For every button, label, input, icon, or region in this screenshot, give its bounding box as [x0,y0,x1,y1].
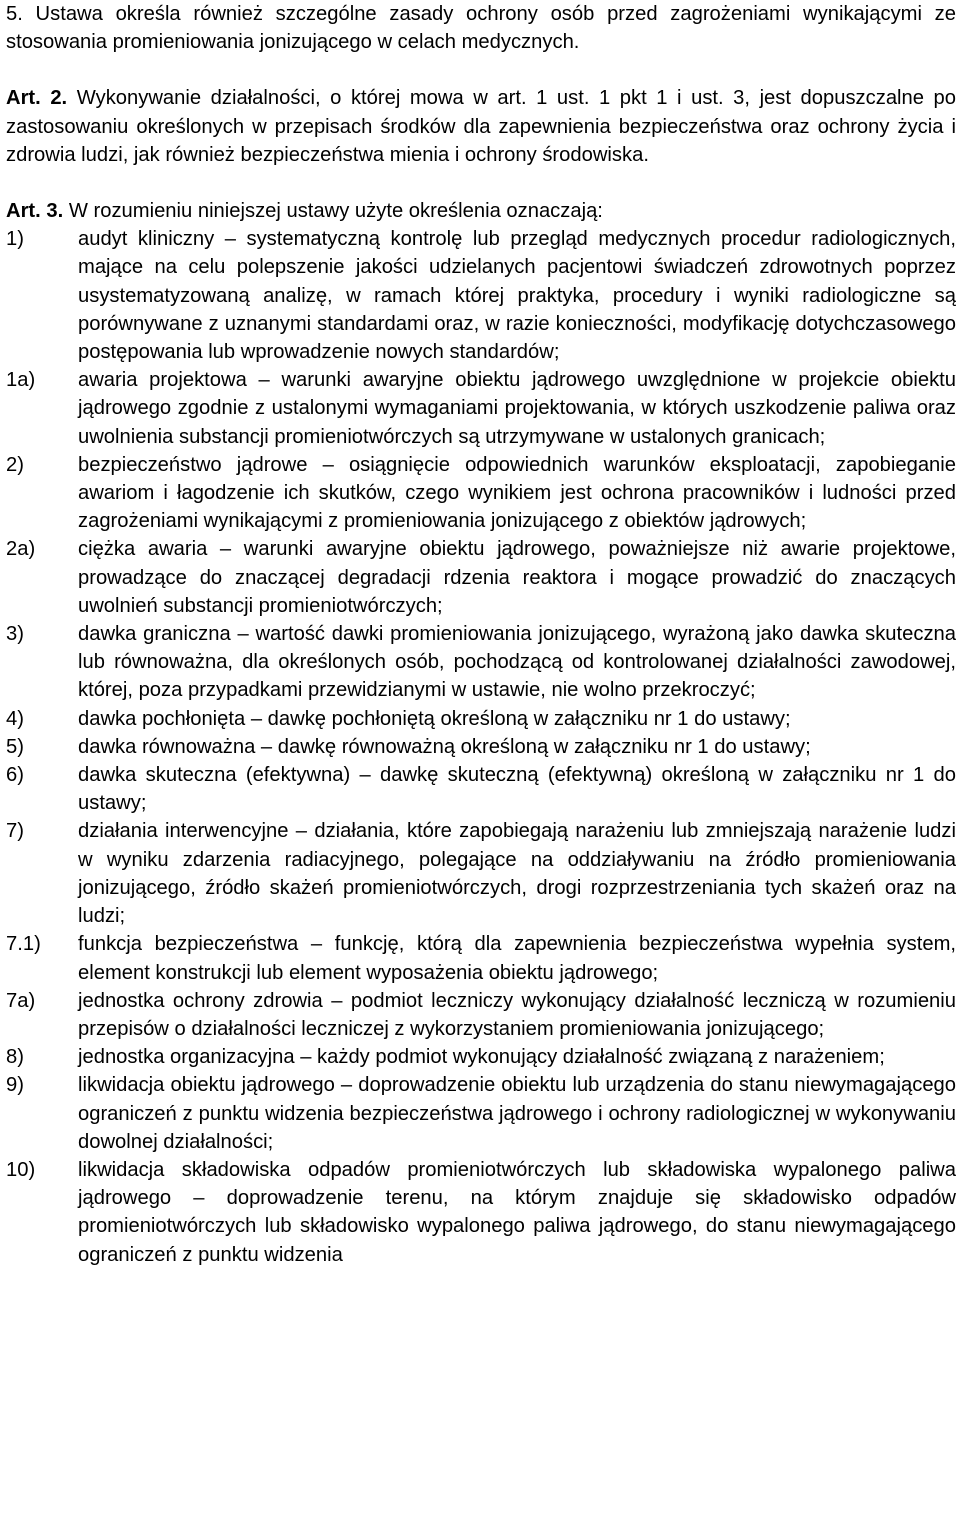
definition-item [6,535,956,620]
definition-number: 8) [6,1046,24,1069]
definition-number: 1a) [6,369,36,392]
spacer [6,169,956,197]
definition-item [6,761,956,817]
article-3-lead: W rozumieniu niniejszej ustawy użyte określenia oznaczają: [68,200,603,223]
definition-text: dawka skuteczna (efektywna) – dawkę skuteczną (efektywną) określoną w załączniku nr 1 do ustawy; [78,764,956,815]
definition-item [6,930,956,986]
definition-text: dawka graniczna – wartość dawki promieniowania jonizującego, wyrażoną jako dawka skuteczna lub równoważna, dla określonych osób, pochodzącą od kontrolowanej działalności zawodowej, której, poza przypadkami przewidzianymi w ustawie, nie wolno przekroczyć; [78,623,956,702]
definition-text: likwidacja obiektu jądrowego – doprowadzenie obiektu lub urządzenia do stanu niewymagającego ograniczeń z punktu widzenia bezpieczeństwa jądrowego i ochrony radiologicznej w wykonywaniu dowolnej działalności; [78,1074,956,1153]
definition-text: jednostka organizacyjna – każdy podmiot wykonujący działalność związaną z narażeniem; [78,1046,885,1069]
definition-item [6,987,956,1043]
definition-text: ciężka awaria – warunki awaryjne obiektu jądrowego, poważniejsze niż awarie projektowe, prowadzące do znaczącej degradacji rdzenia reaktora i mogące prowadzić do znaczących uwolnień substancji promieniotwórczych; [78,538,956,617]
paragraph-item-5: 5. Ustawa określa również szczególne zasady ochrony osób przed zagrożeniami wynikającymi ze stosowania promieniowania jonizującego w celach medycznych. [6,3,956,54]
definition-text: likwidacja składowiska odpadów promieniotwórczych lub składowiska wypalonego paliwa jądrowego – doprowadzenie terenu, na którym znajduje się składowisko odpadów promieniotwórczych lub składowisko wypalonego paliwa jądrowego, do stanu niewymagającego ograniczeń z punktu widzenia [78,1158,956,1266]
definition-text: awaria projektowa – warunki awaryjne obiektu jądrowego uwzględnione w projekcie obiektu jądrowego zgodnie z ustalonymi wymaganiami projektowania, w których uszkodzenie paliwa oraz uwolnienia substancji promieniotwórczych są utrzymywane w ustalonych granicach; [78,369,956,448]
definition-number: 10) [6,1158,36,1181]
definition-number: 3) [6,623,24,646]
definition-item [6,1156,956,1269]
definition-number: 1) [6,228,24,251]
definition-item [6,817,956,930]
definition-text: jednostka ochrony zdrowia – podmiot leczniczy wykonujący działalność leczniczą w rozumieniu przepisów o działalności leczniczej z wykorzystaniem promieniowania jonizującego; [78,989,956,1040]
definition-number: 5) [6,735,24,758]
definition-item [6,451,956,536]
definition-item [6,705,956,733]
definition-number: 6) [6,764,24,787]
article-3-label: Art. 3. [6,200,64,223]
article-2-text: Wykonywanie działalności, o której mowa w art. 1 ust. 1 pkt 1 i ust. 3, jest dopuszczalne po zastosowaniu określonych w przepisach środków dla zapewnienia bezpieczeństwa oraz ochrony życia i zdrowia ludzi, jak również bezpieczeństwa mienia i ochrony środowiska. [6,87,957,166]
definition-item [6,1071,956,1156]
definition-number: 4) [6,707,24,730]
article-2-label: Art. 2. [6,87,68,110]
definition-text: bezpieczeństwo jądrowe – osiągnięcie odpowiednich warunków eksploatacji, zapobieganie awariom i łagodzenie ich skutków, czego wynikiem jest ochrona pracowników i ludności przed zagrożeniami wynikającymi z promieniowania jonizującego z obiektów jądrowych; [78,453,956,533]
definition-number: 7.1) [6,933,41,956]
definition-number: 2a) [6,538,36,561]
definition-number: 7) [6,820,24,843]
definition-text: dawka równoważna – dawkę równoważną określoną w załączniku nr 1 do ustawy; [78,735,811,758]
definition-text: audyt kliniczny – systematyczną kontrolę lub przegląd medycznych procedur radiologicznych, mające na celu polepszenie jakości udzielanych pacjentowi świadczeń zdrowotnych poprzez usystematyzowaną analizę, w ramach której praktyka, procedury i wyniki radiologiczne są porównywane z uznanymi standardami oraz, w razie konieczności, modyfikację dotychczasowego postępowania lub wprowadzenie nowych standardów; [78,228,956,364]
definition-text: funkcja bezpieczeństwa – funkcję, którą dla zapewnienia bezpieczeństwa wypełnia system, element konstrukcji lub element wyposażenia obiektu jądrowego; [78,933,956,984]
definition-number: 7a) [6,989,36,1012]
definition-item [6,366,956,451]
definition-number: 2) [6,453,24,476]
definition-text: działania interwencyjne – działania, które zapobiegają narażeniu lub zmniejszają narażenie ludzi w wyniku zdarzenia radiacyjnego, polegające na oddziaływaniu na źródło promieniowania jonizującego, źródło skażeń promieniotwórczych, drogi rozprzestrzeniania tych skażeń oraz na ludzi; [78,820,956,928]
article-2 [6,84,956,169]
definition-item [6,733,956,761]
definition-item [6,225,956,366]
article-3-heading [6,197,956,225]
definition-text: dawka pochłonięta – dawkę pochłoniętą określoną w załączniku nr 1 do ustawy; [78,707,791,730]
definition-item [6,620,956,705]
definition-item [6,1043,956,1071]
spacer [6,56,956,84]
definition-number: 9) [6,1074,24,1097]
